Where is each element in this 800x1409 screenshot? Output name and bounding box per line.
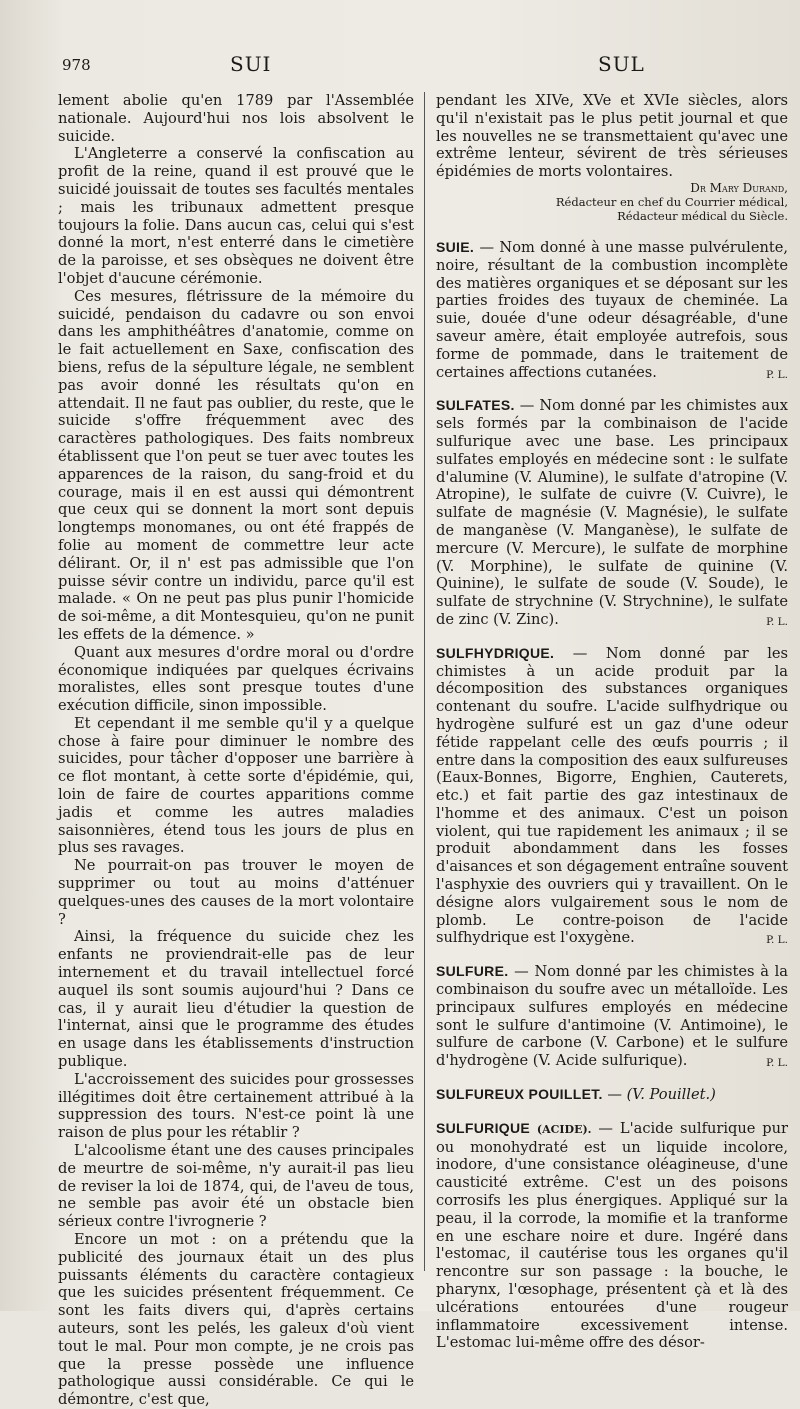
paragraph: Quant aux mesures d'ordre moral ou d'ordre économique indiquées par quelques écrivains moralistes, elles sont presque toutes d'une exécution difficile, sinon impossible. (58, 643, 414, 715)
author-role: Rédacteur en chef du Courrier médical, (555, 194, 788, 209)
entry-dash: — (479, 238, 495, 256)
dictionary-entry (436, 397, 788, 628)
paragraph: Ainsi, la fréquence du suicide chez les enfants ne proviendrait-elle pas de leur internement et du travail intellectuel forcé auquel ils sont soumis aujourd'hui ? Dans ce cas, il y aurait lieu d'étudier la question de l'internat, ainsi que le programme des études en usage dans les établissements d'instruction publique. (58, 928, 414, 1071)
dictionary-entry (436, 1086, 788, 1104)
right-column (436, 92, 788, 1352)
paragraph: Ces mesures, flétrissure de la mémoire du suicidé, pendaison du cadavre ou son envoi dans les amphithéâtres d'anatomie, comme on le fait actuellement en Saxe, confiscation des biens, refus de la sépulture légale, ne semblent pas avoir donné les résultats qu'on en attendait. Il ne faut pas oublier, du reste, que le suicide s'offre fréquemment avec des caractères pathologiques. Des faits nombreux établissent que l'on peut se tuer avec toutes les apparences de la raison, du sang-froid et du courage, mais il en est aussi qui démontrent que ceux qui se donnent la mort sont depuis longtemps monomanes, ou ont été frappés de folie au moment de commettre leur acte délirant. Or, il n' est pas admissible que l'on puisse sévir contre un individu, parce qu'il est malade. « On ne peut pas plus punir l'homicide de soi-même, a dit Montesquieu, qu'on ne punit les effets de la démence. » (58, 287, 414, 643)
entry-dash: — (519, 397, 535, 415)
entry-headword: SULFATES. (436, 397, 515, 414)
paragraph: L'accroissement des suicides pour grossesses illégitimes doit être certainement attribué à la suppression des tours. N'est-ce point là une raison de plus pour les rétablir ? (58, 1070, 414, 1142)
entry-initials: P. L. (766, 934, 788, 947)
entry-initials: P. L. (766, 615, 788, 628)
entry-headword: SULFHYDRIQUE. (436, 644, 555, 661)
entry-text: Nom donné par les chimistes à la combinaison du soufre avec un métalloïde. Les principaux sulfures employés en médecine sont le sulfure d'antimoine (V. Antimoine), le sulfure de carbone (V. Carbone) et le sulfure d'hydrogène (V. Acide sulfurique). (436, 963, 789, 1070)
entry-initials: P. L. (766, 368, 788, 381)
paragraph: Encore un mot : on a prétendu que la publicité des journaux était un des plus puissants éléments du caractère contagieux que les suicides présentent fréquemment. Ce sont les faits divers qui, d'après certains auteurs, sont les pelés, les galeux d'où vient tout le mal. Pour mon compte, je ne crois pas que la presse possède une influence pathologique aussi considérable. Ce qui le démontre, c'est que, (58, 1231, 414, 1409)
entry-qualifier: (ACIDE). (536, 1122, 592, 1136)
entry-dash: — (572, 644, 588, 662)
running-header (54, 52, 784, 78)
left-column (58, 92, 414, 1409)
entry-headword: SULFURIQUE (436, 1119, 530, 1136)
paragraph: lement abolie qu'en 1789 par l'Assemblée nationale. Aujourd'hui nos lois absolvent le suicide. (58, 92, 414, 145)
paragraph: L'alcoolisme étant une des causes principales de meurtre de soi-même, n'y aurait-il pas lieu de reviser la loi de 1874, qui, de l'aveu de tous, ne semble pas avoir été un obstacle bien sérieux contre l'ivrognerie ? (58, 1142, 414, 1231)
page-number: 978 (62, 56, 91, 74)
entry-dash: — (607, 1086, 622, 1104)
left-running-title: SUI (230, 52, 272, 76)
entry-text: L'acide sulfurique pur ou monohydraté est un liquide incolore, inodore, d'une consistance oléagineuse, d'une causticité extrême. C'est un des poisons corrosifs les plus énergiques. Appliqué sur la peau, il la corrode, la momifie et la tranforme en une eschare noire et dure. Ingéré dans l'estomac, il cautérise tous les organes qu'il rencontre sur son passage : la bouche, le pharynx, l'œsophage, présentent çà et là des ulcérations entourées d'une rougeur inflammatoire excessivement intense. L'estomac lui-même offre des désor- (436, 1119, 789, 1352)
paragraph: pendant les XIVe, XVe et XVIe siècles, alors qu'il n'existait pas le plus petit journal et que les nouvelles ne se transmettaient qu'avec une extrême lenteur, sévirent de très sérieuses épidémies de morts volontaires. (436, 92, 788, 181)
dictionary-entry (436, 1120, 788, 1352)
entry-dash: — (514, 963, 529, 981)
entry-text: (V. Pouillet.) (626, 1086, 716, 1104)
entry-text: Nom donné à une masse pulvérulente, noire, résultant de la combustion incomplète des matières organiques et se déposant sur les parties froides des tuyaux de cheminée. La suie, douée d'une odeur désagréable, d'une saveur amère, était employée autrefois, sous forme de pommade, dans le traitement de certaines affections cutanées. (436, 238, 789, 381)
author-signature: Dr Mary Durand, (690, 180, 788, 195)
paragraph: L'Angleterre a conservé la confiscation au profit de la reine, quand il est prouvé que le suicidé jouissait de toutes ses facultés mentales ; mais les tribunaux admettent presque toujours la folie. Dans aucun cas, celui qui s'est donné la mort, n'est enterré dans le cimetière de la paroisse, et ses obsèques ne doivent être l'objet d'aucune cérémonie. (58, 145, 414, 287)
dictionary-entry (436, 239, 788, 381)
column-divider (424, 92, 425, 1271)
dictionary-entry (436, 645, 788, 948)
entry-text: Nom donné par les chimistes à un acide produit par la décomposition des substances organiques contenant du soufre. L'acide sulfhydrique ou hydrogène sulfuré est un gaz d'une odeur fétide rappelant celle des œufs pourris ; il entre dans la composition des eaux sulfureuses (Eaux-Bonnes, Bigorre, Enghien, Cauterets, etc.) et fait partie des gaz intestinaux de l'homme et des animaux. C'est un poison violent, qui tue rapidement les animaux ; il se produit abondamment dans les fosses d'aisances et son dégagement entraîne souvent l'asphyxie des ouvriers qui y travaillent. On le désigne alors vulgairement sous le nom de plomb. Le contre-poison de l'acide sulfhydrique est l'oxygène. (436, 644, 789, 947)
paragraph: Et cependant il me semble qu'il y a quelque chose à faire pour diminuer le nombre des suicides, pour tâcher d'opposer une barrière à ce flot montant, à cette sorte d'épidémie, qui, loin de faire de courtes apparitions comme jadis et comme les autres maladies saisonnières, étend tous les jours de plus en plus ses ravages. (58, 714, 414, 857)
paragraph: Ne pourrait-on pas trouver le moyen de supprimer ou tout au moins d'atténuer quelques-unes des causes de la mort volontaire ? (58, 857, 414, 928)
entry-headword: SUIE. (436, 238, 475, 255)
entry-text: Nom donné par les chimistes aux sels formés par la combinaison de l'acide sulfurique avec une base. Les principaux sulfates employés en médecine sont : le sulfate d'alumine (V. Alumine), le sulfate d'atropine (V. Atropine), le sulfate de cuivre (V. Cuivre), le sulfate de magnésie (V. Magnésie), le sulfate de manganèse (V. Manganèse), le sulfate de mercure (V. Mercure), le sulfate de morphine (V. Morphine), le sulfate de quinine (V. Quinine), le sulfate de soude (V. Soude), le sulfate de strychnine (V. Strychnine), le sulfate de zinc (V. Zinc). (436, 397, 788, 628)
dictionary-entry (436, 963, 788, 1070)
entry-headword: SULFURE. (436, 963, 509, 980)
entry-dash: — (598, 1119, 614, 1137)
entry-headword: SULFUREUX POUILLET. (436, 1086, 603, 1103)
right-running-title: SUL (598, 52, 645, 76)
author-role: Rédacteur médical du Siècle. (617, 208, 788, 223)
entry-initials: P. L. (766, 1057, 788, 1070)
